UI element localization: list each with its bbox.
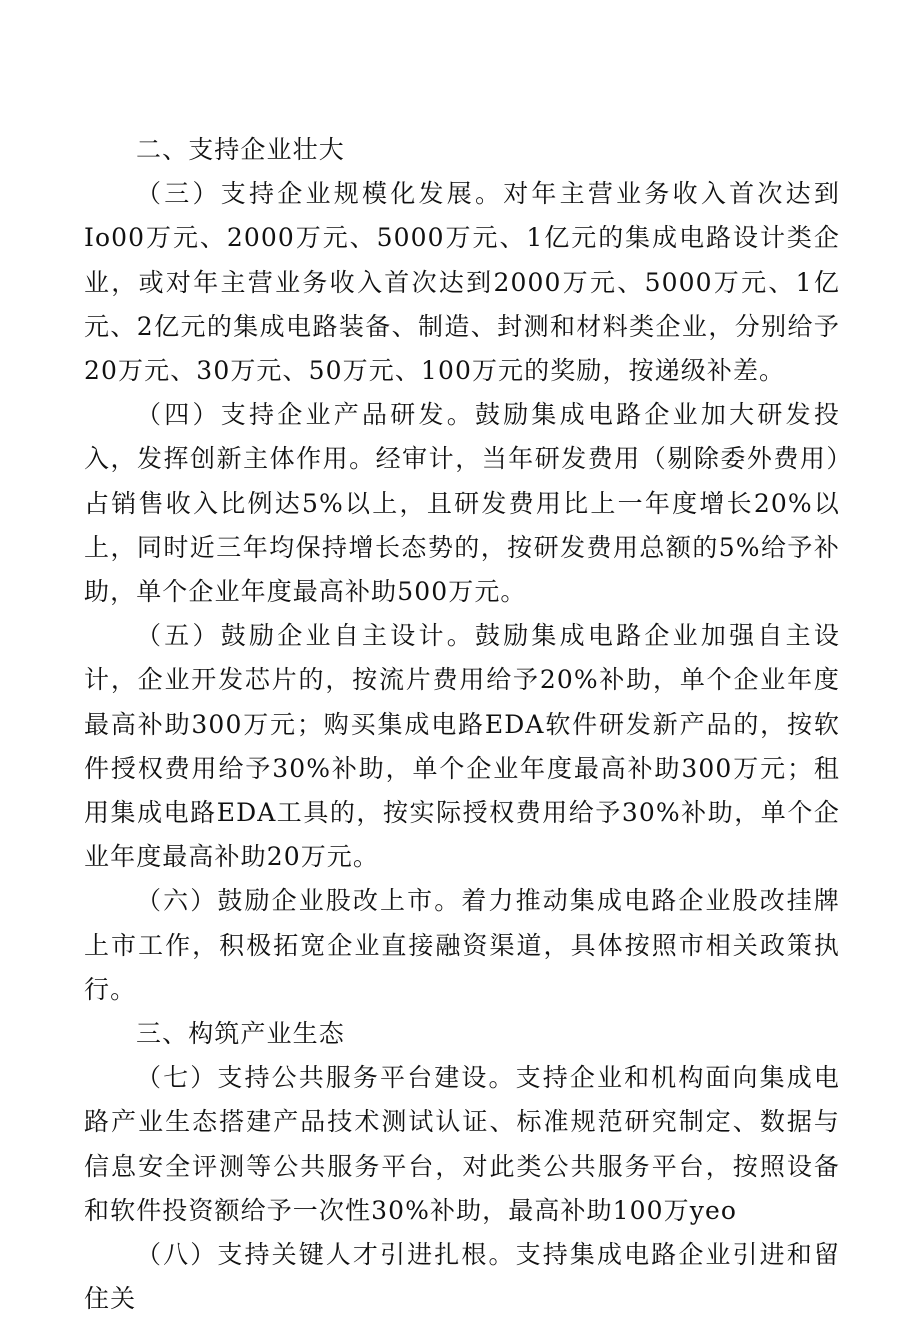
clause-6-paragraph: （六）鼓励企业股改上市。着力推动集成电路企业股改挂牌上市工作，积极拓宽企业直接融资渠道，具体按照市相关政策执行。 [84,886,840,1004]
clause-4-paragraph: （四）支持企业产品研发。鼓励集成电路企业加大研发投入，发挥创新主体作用。经审计，当年研发费用（剔除委外费用）占销售收入比例达5%以上，且研发费用比上一年度增长20%以上，同时近三年均保持增长态势的，按研发费用总额的5%给予补助，单个企业年度最高补助500万元。 [84,400,840,607]
document-page [84,128,840,1321]
section-heading-3: 三、构筑产业生态 [136,1019,345,1049]
clause-8-paragraph: （八）支持关键人才引进扎根。支持集成电路企业引进和留住关 [84,1240,840,1314]
section-heading-2: 二、支持企业壮大 [136,135,345,164]
clause-7-paragraph: （七）支持公共服务平台建设。支持企业和机构面向集成电路产业生态搭建产品技术测试认证、标准规范研究制定、数据与信息安全评测等公共服务平台，对此类公共服务平台，按照设备和软件投资额给予一次性30%补助，最高补助100万yeo [84,1063,840,1225]
clause-5-paragraph: （五）鼓励企业自主设计。鼓励集成电路企业加强自主设计，企业开发芯片的，按流片费用给予20%补助，单个企业年度最高补助300万元；购买集成电路EDA软件研发新产品的，按软件授权费用给予30%补助，单个企业年度最高补助300万元；租用集成电路EDA工具的，按实际授权费用给予30%补助，单个企业年度最高补助20万元。 [84,621,840,872]
clause-3-paragraph: （三）支持企业规模化发展。对年主营业务收入首次达到Io00万元、2000万元、5000万元、1亿元的集成电路设计类企业，或对年主营业务收入首次达到2000万元、5000万元、1亿元、2亿元的集成电路装备、制造、封测和材料类企业，分别给予20万元、30万元、50万元、100万元的奖励，按递级补差。 [84,179,840,386]
